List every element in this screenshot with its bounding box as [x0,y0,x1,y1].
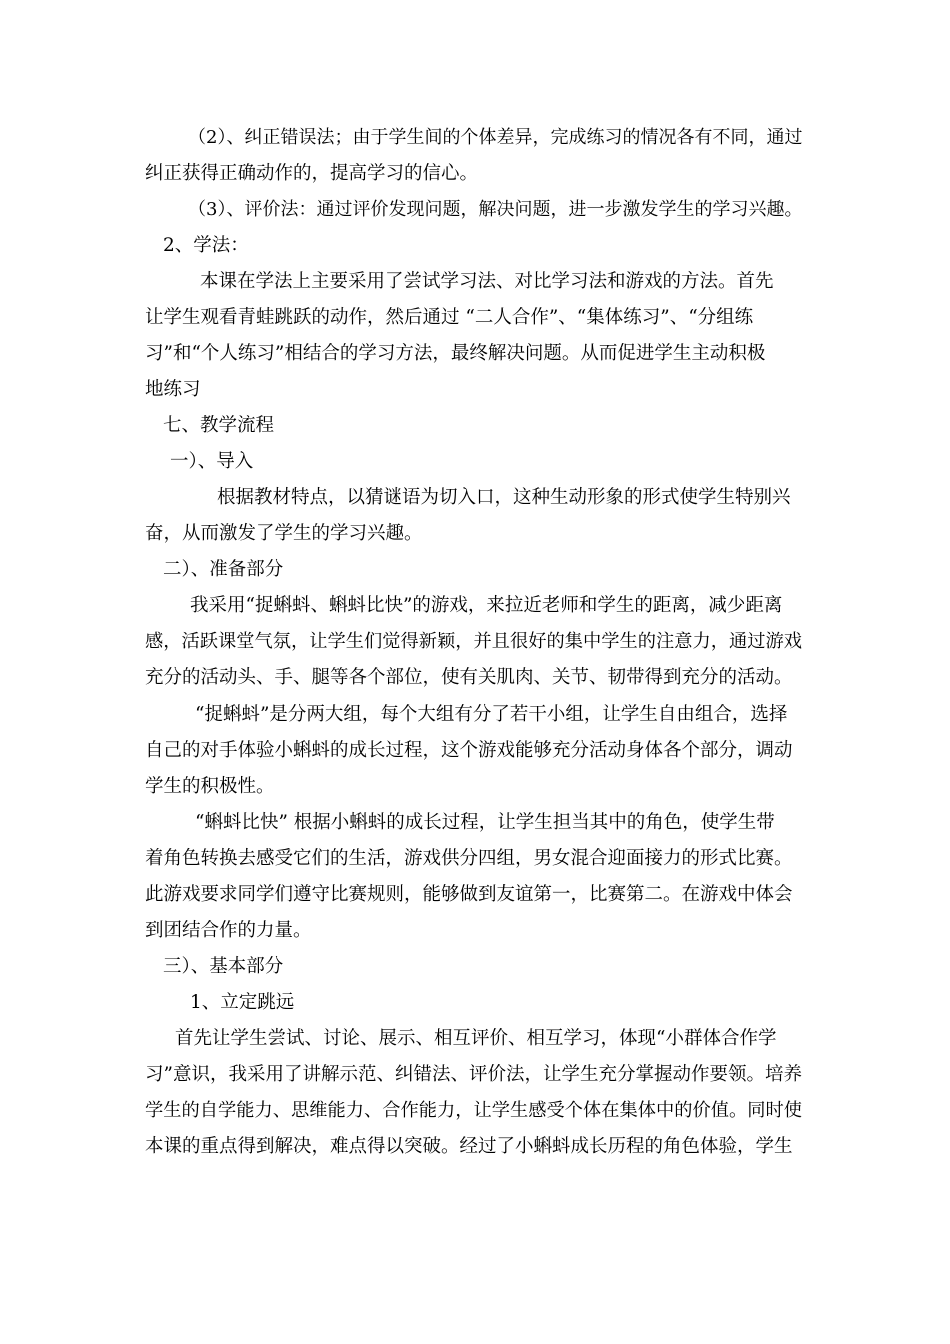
text-line: 根据教材特点，以猜谜语为切入口，这种生动形象的形式使学生特别兴 [217,487,791,508]
text-line: 纠正获得正确动作的，提高学习的信心。 [145,163,479,184]
item-heading: 1、立定跳远 [190,992,295,1013]
text-line: 着角色转换去感受它们的生活，游戏供分四组，男女混合迎面接力的形式比赛。 [145,848,793,869]
text-line: 学生的自学能力、思维能力、合作能力，让学生感受个体在集体中的价值。同时使 [145,1100,802,1121]
text-line: 学生的积极性。 [145,776,275,797]
text-line: 让学生观看青蛙跳跃的动作，然后通过 “二人合作”、“集体练习”、“分组练 [145,307,754,328]
text-line: “蝌蚪比快” 根据小蝌蚪的成长过程，让学生担当其中的角色，使学生带 [195,812,775,833]
text-line: 首先让学生尝试、讨论、展示、相互评价、相互学习，体现“小群体合作学 [175,1028,777,1049]
text-line: 到团结合作的力量。 [145,920,312,941]
text-line: 2、学法： [163,235,249,256]
text-line: 感，活跃课堂气氛，让学生们觉得新颖，并且很好的集中学生的注意力，通过游戏 [145,631,802,652]
section-heading: 七、教学流程 [163,415,275,436]
text-line: 此游戏要求同学们遵守比赛规则，能够做到友谊第一，比赛第二。在游戏中体会 [145,884,793,905]
subsection-heading: 二）、准备部分 [163,559,284,580]
text-line: 本课的重点得到解决，难点得以突破。经过了小蝌蚪成长历程的角色体验，学生 [145,1136,793,1157]
text-line: （2）、纠正错误法；由于学生间的个体差异，完成练习的情况各有不同，通过 [188,127,803,148]
subsection-heading: 三）、基本部分 [163,956,284,977]
text-line: （3）、评价法：通过评价发现问题，解决问题，进一步激发学生的学习兴趣。 [188,199,803,220]
text-line: 习”意识，我采用了讲解示范、纠错法、评价法，让学生充分掌握动作要领。培养 [145,1064,802,1085]
text-line: 奋，从而激发了学生的学习兴趣。 [145,523,423,544]
text-line: “捉蝌蚪”是分两大组，每个大组有分了若干小组，让学生自由组合，选择 [195,704,788,725]
text-line: 习”和“个人练习”相结合的学习方法，最终解决问题。从而促进学生主动积极 [145,343,766,364]
text-line: 我采用“捉蝌蚪、蝌蚪比快”的游戏，来拉近老师和学生的距离，减少距离 [190,595,783,616]
text-line: 地练习 [145,379,201,400]
text-line: 本课在学法上主要采用了尝试学习法、对比学习法和游戏的方法。首先 [200,271,774,292]
text-line: 充分的活动头、手、腿等各个部位，使有关肌肉、关节、韧带得到充分的活动。 [145,667,793,688]
text-line: 自己的对手体验小蝌蚪的成长过程，这个游戏能够充分活动身体各个部分，调动 [145,740,793,761]
subsection-heading: 一）、导入 [170,451,254,472]
